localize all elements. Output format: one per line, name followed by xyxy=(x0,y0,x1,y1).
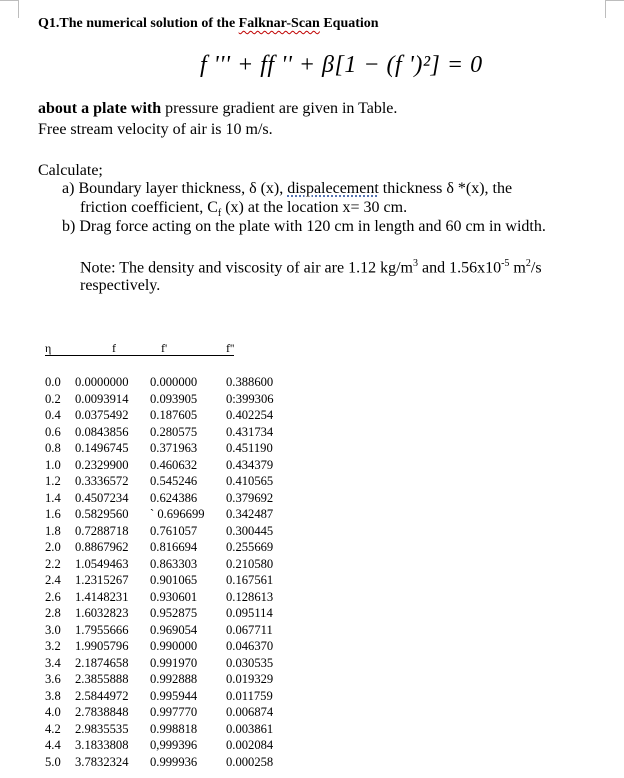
free-stream-velocity: Free stream velocity of air is 10 m/s. xyxy=(38,121,273,138)
cell-f: 1.9905796 xyxy=(75,639,129,653)
plate-description-rest: pressure gradient are given in Table. xyxy=(161,100,398,117)
page-corner-mark-right-v xyxy=(605,0,606,18)
cell-eta: 3.4 xyxy=(45,655,61,670)
part-a-line1 xyxy=(62,180,512,198)
cell-fdoubleprime: 0.388600 xyxy=(226,375,274,389)
part-b-text: Drag force acting on the plate with 120 cm in length and 60 cm in width. xyxy=(79,218,546,235)
cell-fdoubleprime: 0.402254 xyxy=(226,408,274,422)
cell-f: 1.7955666 xyxy=(75,622,129,637)
note-unit-s: /s xyxy=(530,259,542,277)
part-a-line2-end: (x) at the location x= 30 cm. xyxy=(221,199,408,216)
cell-fprime: 0.930601 xyxy=(150,589,198,604)
table-row xyxy=(45,440,286,457)
cell-f: 0.0375492 xyxy=(75,408,129,422)
cell-fprime: 0.998818 xyxy=(150,721,198,736)
note-line1 xyxy=(80,258,542,277)
cell-f: 0.8867962 xyxy=(75,540,129,554)
cell-fprime: 0.624386 xyxy=(150,490,198,505)
cell-fdoubleprime: 0.002084 xyxy=(226,738,274,752)
table-row xyxy=(45,655,286,672)
title-equation-name: Falknar-Scan xyxy=(238,16,320,31)
table-row xyxy=(45,589,286,606)
cell-eta: 0.8 xyxy=(45,441,61,455)
cell-f: 0.0843856 xyxy=(75,424,129,439)
cell-fdoubleprime: 0.167561 xyxy=(226,573,274,587)
table-row xyxy=(45,671,286,688)
part-a-misspelled-word: dispalecement xyxy=(287,180,379,197)
cell-eta: 4.4 xyxy=(45,738,61,752)
cell-f: 1.2315267 xyxy=(75,573,129,587)
cell-eta: 3.2 xyxy=(45,639,61,653)
cell-eta: 0.6 xyxy=(45,424,61,439)
cell-fprime: 0.863303 xyxy=(150,556,198,571)
table-row xyxy=(45,721,286,738)
cell-fdoubleprime: 0.255669 xyxy=(226,540,274,554)
cell-f: 0.1496745 xyxy=(75,441,129,455)
cell-f: 0.4507234 xyxy=(75,490,129,505)
cell-fprime: 0.992888 xyxy=(150,672,198,686)
cell-fprime: 0.997770 xyxy=(150,705,198,719)
cell-f: 3.7832324 xyxy=(75,754,129,769)
cell-f: 1.0549463 xyxy=(75,556,129,571)
cell-eta: 2.2 xyxy=(45,556,61,571)
table-row xyxy=(45,638,286,655)
table-row xyxy=(45,490,286,507)
cell-fprime: 0.991970 xyxy=(150,655,198,670)
cell-eta: 3.6 xyxy=(45,672,61,686)
falkner-skan-equation: f ''' + ff '' + β[1 − (f ')²] = 0 xyxy=(200,52,483,78)
table-row xyxy=(45,539,286,556)
cell-eta: 3.0 xyxy=(45,622,61,637)
note-unit-m: m xyxy=(509,259,526,277)
note-viscosity: and 1.56x10 xyxy=(417,259,502,277)
table-row xyxy=(45,622,286,639)
cell-f: 1.4148231 xyxy=(75,589,129,604)
cell-fdoubleprime: 0.451190 xyxy=(226,441,273,455)
cell-eta: 1.8 xyxy=(45,523,61,538)
cell-fdoubleprime: 0.046370 xyxy=(226,639,274,653)
cell-f: 0.3336572 xyxy=(75,474,129,488)
page-corner-mark-right xyxy=(606,0,624,1)
page-corner-mark-left-v xyxy=(18,0,19,18)
table-row xyxy=(45,424,286,441)
table-row xyxy=(45,391,286,408)
table-row xyxy=(45,556,286,573)
cell-eta: 3.8 xyxy=(45,688,61,703)
cell-fprime: 0.901065 xyxy=(150,573,198,587)
cell-f: 2.3855888 xyxy=(75,672,129,686)
cell-fprime: 0.969054 xyxy=(150,622,198,637)
calculate-heading: Calculate; xyxy=(38,162,103,179)
cell-fdoubleprime: 0.300445 xyxy=(226,523,274,538)
part-a-label: a) xyxy=(62,180,75,197)
cell-eta: 1.6 xyxy=(45,507,61,521)
table-row xyxy=(45,523,286,540)
cell-eta: 2.4 xyxy=(45,573,61,587)
cell-eta: 1.4 xyxy=(45,490,61,505)
cell-f: 2.1874658 xyxy=(75,655,129,670)
plate-description-bold: about a plate with xyxy=(38,100,162,117)
cell-fprime: ` 0.696699 xyxy=(150,507,205,521)
cell-fprime: 0.280575 xyxy=(150,424,198,439)
cell-eta: 2.8 xyxy=(45,606,61,620)
cell-f: 3.1833808 xyxy=(75,738,129,752)
cell-eta: 4.2 xyxy=(45,721,61,736)
cell-eta: 4.0 xyxy=(45,705,61,719)
table-header-f: f xyxy=(112,341,116,355)
cell-fdoubleprime: 0.342487 xyxy=(226,507,274,521)
cell-f: 0.0093914 xyxy=(75,391,129,406)
cell-fprime: 0.371963 xyxy=(150,441,198,455)
part-a-text-end: thickness δ *(x), the xyxy=(378,180,513,197)
title-suffix: Equation xyxy=(319,16,379,31)
part-a-text-start: Boundary layer thickness, δ (x), xyxy=(78,180,288,197)
note-sup-exp: -5 xyxy=(501,258,510,269)
cell-fdoubleprime: 0.095114 xyxy=(226,606,273,620)
table-row xyxy=(45,754,286,771)
cell-eta: 1.2 xyxy=(45,474,61,488)
cell-fdoubleprime: 0.210580 xyxy=(226,556,274,571)
cell-fprime: 0.187605 xyxy=(150,408,198,422)
note-sup-3: 3 xyxy=(412,258,418,269)
question-title xyxy=(38,16,379,32)
part-a-line2 xyxy=(80,199,407,219)
note-line2: respectively. xyxy=(80,277,161,294)
table-row xyxy=(45,572,286,589)
cell-fprime: 0.460632 xyxy=(150,457,198,472)
cell-eta: 2.6 xyxy=(45,589,61,604)
solution-table xyxy=(45,374,286,770)
table-header-rule xyxy=(45,355,234,356)
cell-eta: 0.4 xyxy=(45,408,61,422)
cell-fprime: 0.990000 xyxy=(150,639,198,653)
cell-fdoubleprime: 0.019329 xyxy=(226,672,274,686)
cell-eta: 1.0 xyxy=(45,457,61,472)
cell-eta: 0.0 xyxy=(45,375,61,389)
cell-fdoubleprime: 0.434379 xyxy=(226,457,274,472)
cell-fdoubleprime: 0:399306 xyxy=(226,391,274,406)
cell-f: 0.7288718 xyxy=(75,523,129,538)
cell-f: 2.5844972 xyxy=(75,688,129,703)
part-b-label: b) xyxy=(62,218,76,235)
cell-fdoubleprime: 0.431734 xyxy=(226,424,274,439)
part-a-line2-start: friction coefficient, C xyxy=(80,199,218,216)
cell-fdoubleprime: 0.030535 xyxy=(226,655,274,670)
table-row xyxy=(45,457,286,474)
table-row xyxy=(45,374,286,391)
page-corner-mark-left xyxy=(0,0,18,1)
table-row xyxy=(45,737,286,754)
cell-fprime: 0,999396 xyxy=(150,738,198,752)
cell-eta: 0.2 xyxy=(45,391,61,406)
cell-fprime: 0.952875 xyxy=(150,606,198,620)
table-row xyxy=(45,506,286,523)
cell-fdoubleprime: 0.128613 xyxy=(226,589,274,604)
cell-fprime: 0.761057 xyxy=(150,523,198,538)
table-header-eta: η xyxy=(45,341,52,355)
table-header-fdoubleprime: f'' xyxy=(226,341,235,355)
table-row xyxy=(45,688,286,705)
part-b xyxy=(62,218,546,236)
cell-f: 0.0000000 xyxy=(75,375,129,389)
title-prefix: Q1.The numerical solution of the xyxy=(38,16,239,31)
plate-description xyxy=(38,100,397,118)
cell-fdoubleprime: 0.379692 xyxy=(226,490,274,505)
cell-f: 0.5829560 xyxy=(75,507,129,521)
cell-eta: 2.0 xyxy=(45,540,61,554)
note-density: Note: The density and viscosity of air are 1.12 kg/m xyxy=(80,259,413,277)
cell-fdoubleprime: 0.067711 xyxy=(226,622,273,637)
table-header-fprime: f' xyxy=(161,341,168,355)
cell-f: 2.9835535 xyxy=(75,721,129,736)
cell-f: 1.6032823 xyxy=(75,606,129,620)
table-row xyxy=(45,473,286,490)
cell-fprime: 0.000000 xyxy=(150,375,198,389)
cell-fprime: 0.999936 xyxy=(150,754,198,769)
part-a-subscript: f xyxy=(217,208,222,220)
table-row xyxy=(45,704,286,721)
cell-fdoubleprime: 0.003861 xyxy=(226,721,274,736)
cell-fdoubleprime: 0.000258 xyxy=(226,754,274,769)
cell-f: 0.2329900 xyxy=(75,457,129,472)
table-row xyxy=(45,407,286,424)
cell-fprime: 0.995944 xyxy=(150,688,198,703)
cell-fprime: 0.093905 xyxy=(150,391,198,406)
cell-eta: 5.0 xyxy=(45,754,61,769)
table-row xyxy=(45,605,286,622)
cell-fdoubleprime: 0.011759 xyxy=(226,688,273,703)
cell-fdoubleprime: 0.006874 xyxy=(226,705,274,719)
cell-fdoubleprime: 0.410565 xyxy=(226,474,274,488)
cell-fprime: 0.545246 xyxy=(150,474,198,488)
cell-fprime: 0.816694 xyxy=(150,540,198,554)
note-sup-2: 2 xyxy=(525,258,531,269)
cell-f: 2.7838848 xyxy=(75,705,129,719)
